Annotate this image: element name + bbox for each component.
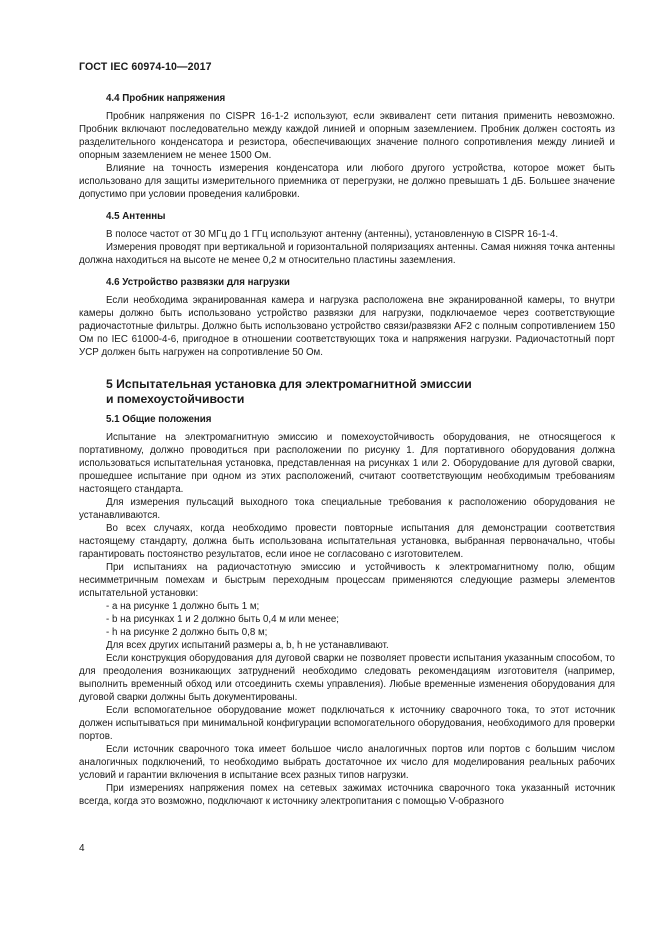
standard-header: ГОСТ IEC 60974-10—2017 (79, 61, 212, 73)
paragraph: При испытаниях на радиочастотную эмиссию и устойчивость к электромагнитному полю, общим несимметричным помехам и быстрым переходным процессам применяются следующие размеры элементов испытательной установки: (79, 562, 615, 599)
paragraph: Испытание на электромагнитную эмиссию и помехоустойчивость оборудования, не относящегося к портативному, должно проводиться при расположении по рисунку 1. Для портативного оборудования должна использоваться испытательная установка, представленная на рисунках 1 или 2. Оборудование для дуговой сварки, прошедшее испытание при одном из этих расположений, считают соответствующим необходимым требованиям настоящего стандарта. (79, 432, 615, 495)
list-item: - h на рисунке 2 должно быть 0,8 м; (106, 627, 268, 638)
section-5-title-line-1: 5 Испытательная установка для электромагнитной эмиссии (106, 377, 472, 391)
paragraph: Для измерения пульсаций выходного тока специальные требования к расположению оборудования не устанавливаются. (79, 497, 615, 521)
paragraph: Если источник сварочного тока имеет большое число аналогичных портов или портов с большим числом аналогичных подключений, то необходимо выбрать достаточное их число для моделирования реальных рабочих условий и гарантии включения в испытание всех разных типов нагрузки. (79, 744, 615, 781)
paragraph: Если вспомогательное оборудование может подключаться к источнику сварочного тока, то этот источник должен испытываться при минимальной конфигурации вспомогательного оборудования, необходимого для проверки портов. (79, 705, 615, 742)
section-5-1-title: 5.1 Общие положения (106, 414, 212, 425)
paragraph: Измерения проводят при вертикальной и горизонтальной поляризациях антенны. Самая нижняя точка антенны должна находиться на высоте не менее 0,2 м относительно пластины заземления. (79, 242, 615, 266)
paragraph: В полосе частот от 30 МГц до 1 ГГц используют антенну (антенны), установленную в CISPR 16-1-4. (106, 229, 559, 240)
section-5-title-line-2: и помехоустойчивости (106, 392, 245, 406)
paragraph: Пробник напряжения по CISPR 16-1-2 используют, если эквивалент сети питания применить невозможно. Пробник включают последовательно между каждой линией и опорным заземлением. Пробник должен состоять из разделительного конденсатора и резистора, обеспечивающих значение полного сопротивления между линией и опорным заземлением не менее 1500 Ом. (79, 111, 615, 161)
paragraph: Влияние на точность измерения конденсатора или любого другого устройства, которое может быть использовано для защиты измерительного приемника от перегрузки, не должно превышать 1 дБ. Большее значение допустимо при условии проведения калибровки. (79, 163, 615, 200)
page-content (79, 92, 615, 808)
paragraph: Для всех других испытаний размеры a, b, h не устанавливают. (106, 640, 389, 651)
paragraph: Если конструкция оборудования для дуговой сварки не позволяет провести испытания указанным способом, то для преодоления возникающих затруднений необходимо следовать рекомендациям изготовителя (например, выполнить временный обход или отсоединить схемы управления). Любые временные изменения оборудования для дуговой сварки должны быть документированы. (79, 653, 615, 703)
list-item: - b на рисунках 1 и 2 должно быть 0,4 м или менее; (106, 614, 340, 625)
section-4-6-title: 4.6 Устройство развязки для нагрузки (106, 277, 290, 288)
paragraph: Если необходима экранированная камера и нагрузка расположена вне экранированной камеры, то внутри камеры должно быть использовано устройство развязки для нагрузки, подключаемое через соответствующие радиочастотные фильтры. Должно быть использовано устройство связи/развязки AF2 с полным сопротивлением 150 Ом по IEC 61000-4-6, пригодное в отношении соответствующих тока и напряжения нагрузки. Радиочастотный порт УСР должен быть нагружен на сопротивление 50 Ом. (79, 295, 615, 358)
list-item: - a на рисунке 1 должно быть 1 м; (106, 601, 260, 612)
page-number: 4 (79, 843, 85, 854)
paragraph: Во всех случаях, когда необходимо провести повторные испытания для демонстрации соответствия настоящему стандарту, должна быть использована испытательная установка, выбранная первоначально, чтобы гарантировать постоянство результатов, если иное не согласовано с изготовителем. (79, 523, 615, 560)
section-4-4-title: 4.4 Пробник напряжения (106, 93, 226, 104)
section-4-5-title: 4.5 Антенны (106, 211, 166, 222)
paragraph: При измерениях напряжения помех на сетевых зажимах источника сварочного тока указанный источник всегда, когда это возможно, подключают к источнику электропитания с помощью V-образного (79, 783, 615, 807)
